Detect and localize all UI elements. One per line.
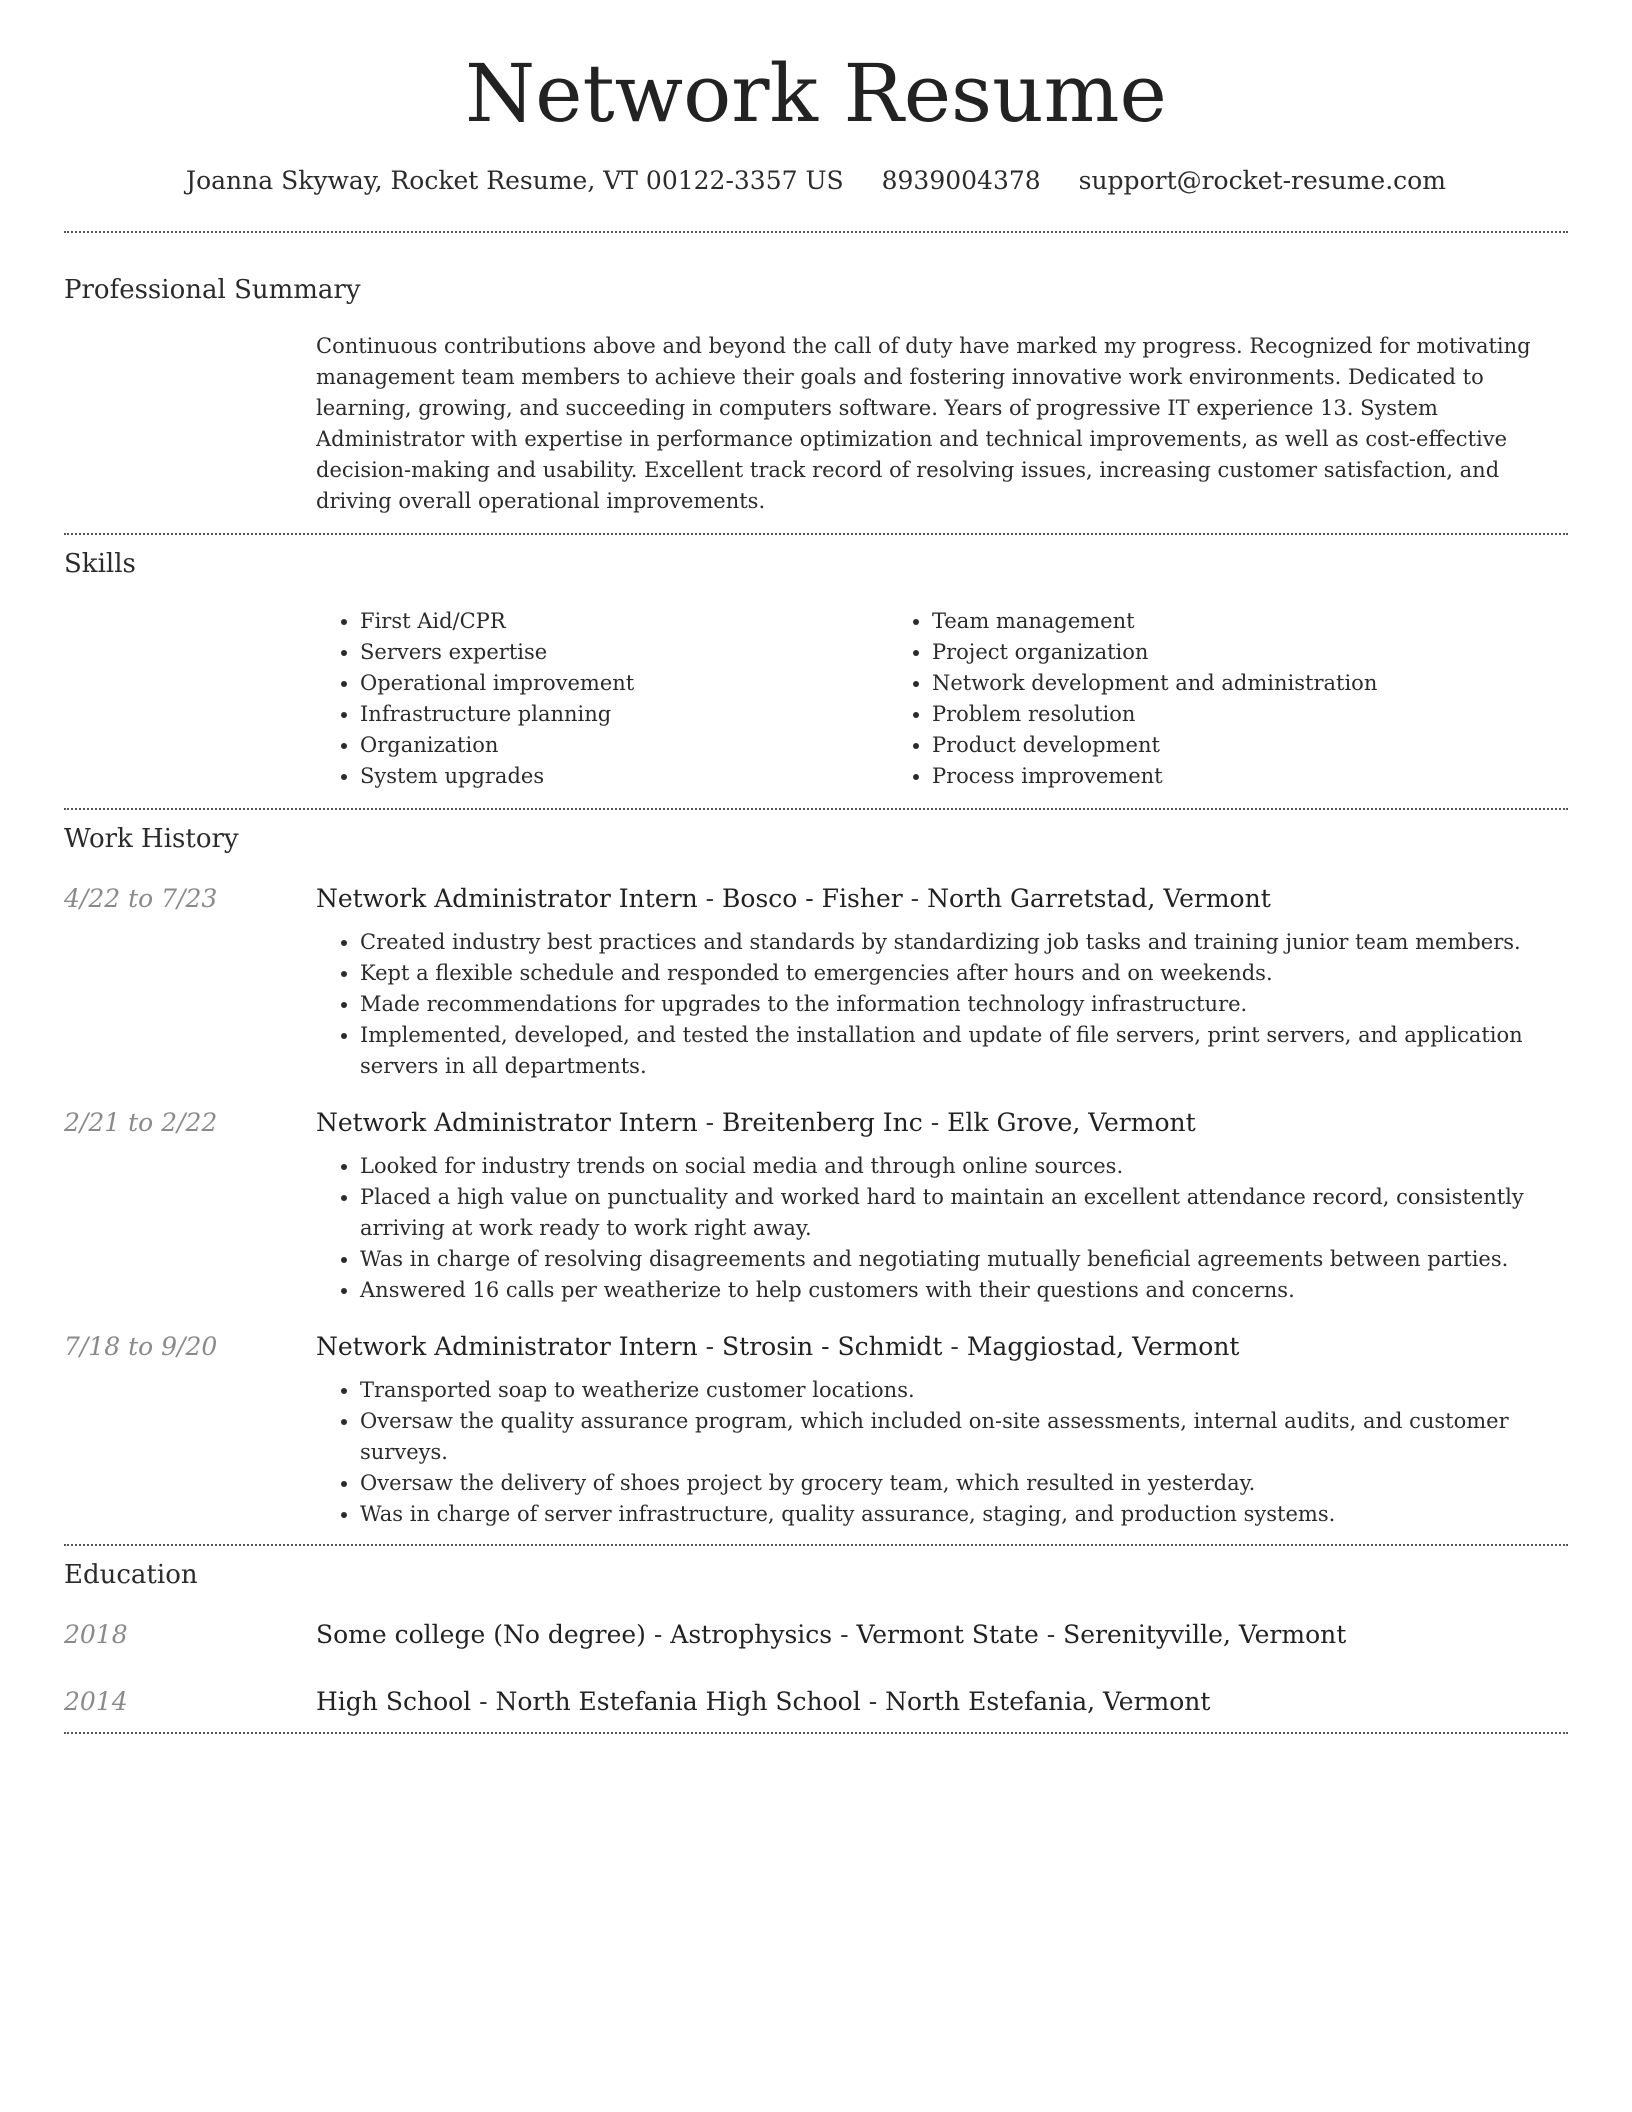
education-degree: High School — [316, 1687, 472, 1716]
job-bullet: • Made recommendations for upgrades to the information technology infrastructure. — [360, 989, 1568, 1020]
skill-item: • Process improvement — [932, 761, 1460, 792]
job-company: Breitenberg Inc — [722, 1108, 923, 1137]
skill-item: • First Aid/CPR — [360, 606, 888, 637]
skill-item: • Organization — [360, 730, 888, 761]
job-role: Network Administrator Intern — [316, 1332, 698, 1361]
job-body — [316, 1108, 1568, 1306]
job-bullets — [316, 1151, 1568, 1306]
job-bullet: • Looked for industry trends on social media and through online sources. — [360, 1151, 1568, 1182]
job-bullet: • Transported soap to weatherize customer locations. — [360, 1375, 1568, 1406]
job-entry — [64, 1108, 1568, 1306]
contact-address: Joanna Skyway, Rocket Resume, VT 00122-3357 US — [186, 166, 844, 195]
skills-list-left — [316, 606, 888, 792]
skill-item: • Project organization — [932, 637, 1460, 668]
job-title-line: Network Administrator Intern - Strosin - Schmidt - Maggiostad, Vermont — [316, 1332, 1240, 1361]
job-location: Elk Grove, Vermont — [947, 1108, 1196, 1137]
education-school: North Estefania High School — [495, 1687, 861, 1716]
page-title: Network Resume — [465, 47, 1167, 140]
job-bullet: • Placed a high value on punctuality and worked hard to maintain an excellent attendance record, consistently arriving at work ready to work right away. — [360, 1182, 1568, 1244]
job-bullets — [316, 1375, 1568, 1544]
education-entry — [64, 1687, 1568, 1732]
job-title-line: Network Administrator Intern - Breitenberg Inc - Elk Grove, Vermont — [316, 1108, 1196, 1137]
education-location: Serenityville, Vermont — [1063, 1620, 1347, 1649]
education-line: Some college (No degree) - Astrophysics - Vermont State - Serenityville, Vermont — [316, 1620, 1347, 1649]
education-heading: Education — [64, 1560, 198, 1590]
job-bullet: • Implemented, developed, and tested the installation and update of file servers, print servers, and application servers in all departments. — [360, 1020, 1568, 1082]
work-history-heading: Work History — [64, 824, 239, 854]
job-dates: 4/22 to 7/23 — [64, 884, 218, 913]
job-dates: 2/21 to 2/22 — [64, 1108, 218, 1137]
skills-heading: Skills — [64, 549, 136, 579]
skill-item: • Product development — [932, 730, 1460, 761]
job-bullet: • Oversaw the delivery of shoes project by grocery team, which resulted in yesterday. — [360, 1468, 1568, 1499]
education-location: North Estefania, Vermont — [885, 1687, 1211, 1716]
skill-item: • Servers expertise — [360, 637, 888, 668]
education-school: Vermont State — [856, 1620, 1039, 1649]
education-field: Astrophysics — [670, 1620, 833, 1649]
job-bullet: • Answered 16 calls per weatherize to help customers with their questions and concerns. — [360, 1275, 1568, 1306]
job-role: Network Administrator Intern — [316, 1108, 698, 1137]
contact-phone: 8939004378 — [881, 166, 1041, 195]
work-history-section — [64, 810, 1568, 1544]
education-year: 2018 — [64, 1620, 128, 1649]
job-role: Network Administrator Intern — [316, 884, 698, 913]
skill-item: • Network development and administration — [932, 668, 1460, 699]
education-section — [64, 1546, 1568, 1732]
job-entry — [64, 1332, 1568, 1544]
job-bullet: • Kept a flexible schedule and responded to emergencies after hours and on weekends. — [360, 958, 1568, 989]
job-body — [316, 884, 1568, 1082]
summary-section — [64, 233, 1568, 533]
job-bullet: • Created industry best practices and standards by standardizing job tasks and training junior team members. — [360, 927, 1568, 958]
section-divider — [64, 1732, 1568, 1734]
job-bullet: • Was in charge of resolving disagreements and negotiating mutually beneficial agreements between parties. — [360, 1244, 1568, 1275]
education-entry — [64, 1620, 1568, 1649]
job-bullet: • Oversaw the quality assurance program, which included on-site assessments, internal audits, and customer surveys. — [360, 1406, 1568, 1468]
job-dates: 7/18 to 9/20 — [64, 1332, 218, 1361]
skill-item: • System upgrades — [360, 761, 888, 792]
contact-line — [64, 166, 1568, 195]
skill-item: • Operational improvement — [360, 668, 888, 699]
skills-list-right — [888, 606, 1460, 792]
job-bullet: • Was in charge of server infrastructure, quality assurance, staging, and production systems. — [360, 1499, 1568, 1530]
skills-grid — [316, 606, 1568, 808]
skills-section — [64, 535, 1568, 808]
job-company: Strosin - Schmidt — [722, 1332, 943, 1361]
job-location: Maggiostad, Vermont — [966, 1332, 1240, 1361]
summary-heading: Professional Summary — [64, 275, 361, 305]
summary-text: Continuous contributions above and beyond the call of duty have marked my progress. Recognized for motivating management team members to achieve their goals and fostering innovative work environments. Dedicated to learning, growing, and succeeding in computers software. Years of progressive IT experience 13. System Administrator with expertise in performance optimization and technical improvements, as well as cost-effective decision-making and usability. Excellent track record of resolving issues, increasing customer satisfaction, and driving overall operational improvements. — [316, 334, 1531, 513]
job-entry — [64, 884, 1568, 1082]
skill-item: • Team management — [932, 606, 1460, 637]
skill-item: • Infrastructure planning — [360, 699, 888, 730]
skill-item: • Problem resolution — [932, 699, 1460, 730]
education-year: 2014 — [64, 1687, 128, 1716]
job-location: North Garretstad, Vermont — [927, 884, 1271, 913]
contact-email: support@rocket-resume.com — [1078, 166, 1446, 195]
education-line: High School - North Estefania High School - North Estefania, Vermont — [316, 1687, 1211, 1716]
job-title-line: Network Administrator Intern - Bosco - Fisher - North Garretstad, Vermont — [316, 884, 1271, 913]
job-bullets — [316, 927, 1568, 1082]
job-body — [316, 1332, 1568, 1544]
education-degree: Some college (No degree) — [316, 1620, 646, 1649]
job-company: Bosco - Fisher — [722, 884, 903, 913]
